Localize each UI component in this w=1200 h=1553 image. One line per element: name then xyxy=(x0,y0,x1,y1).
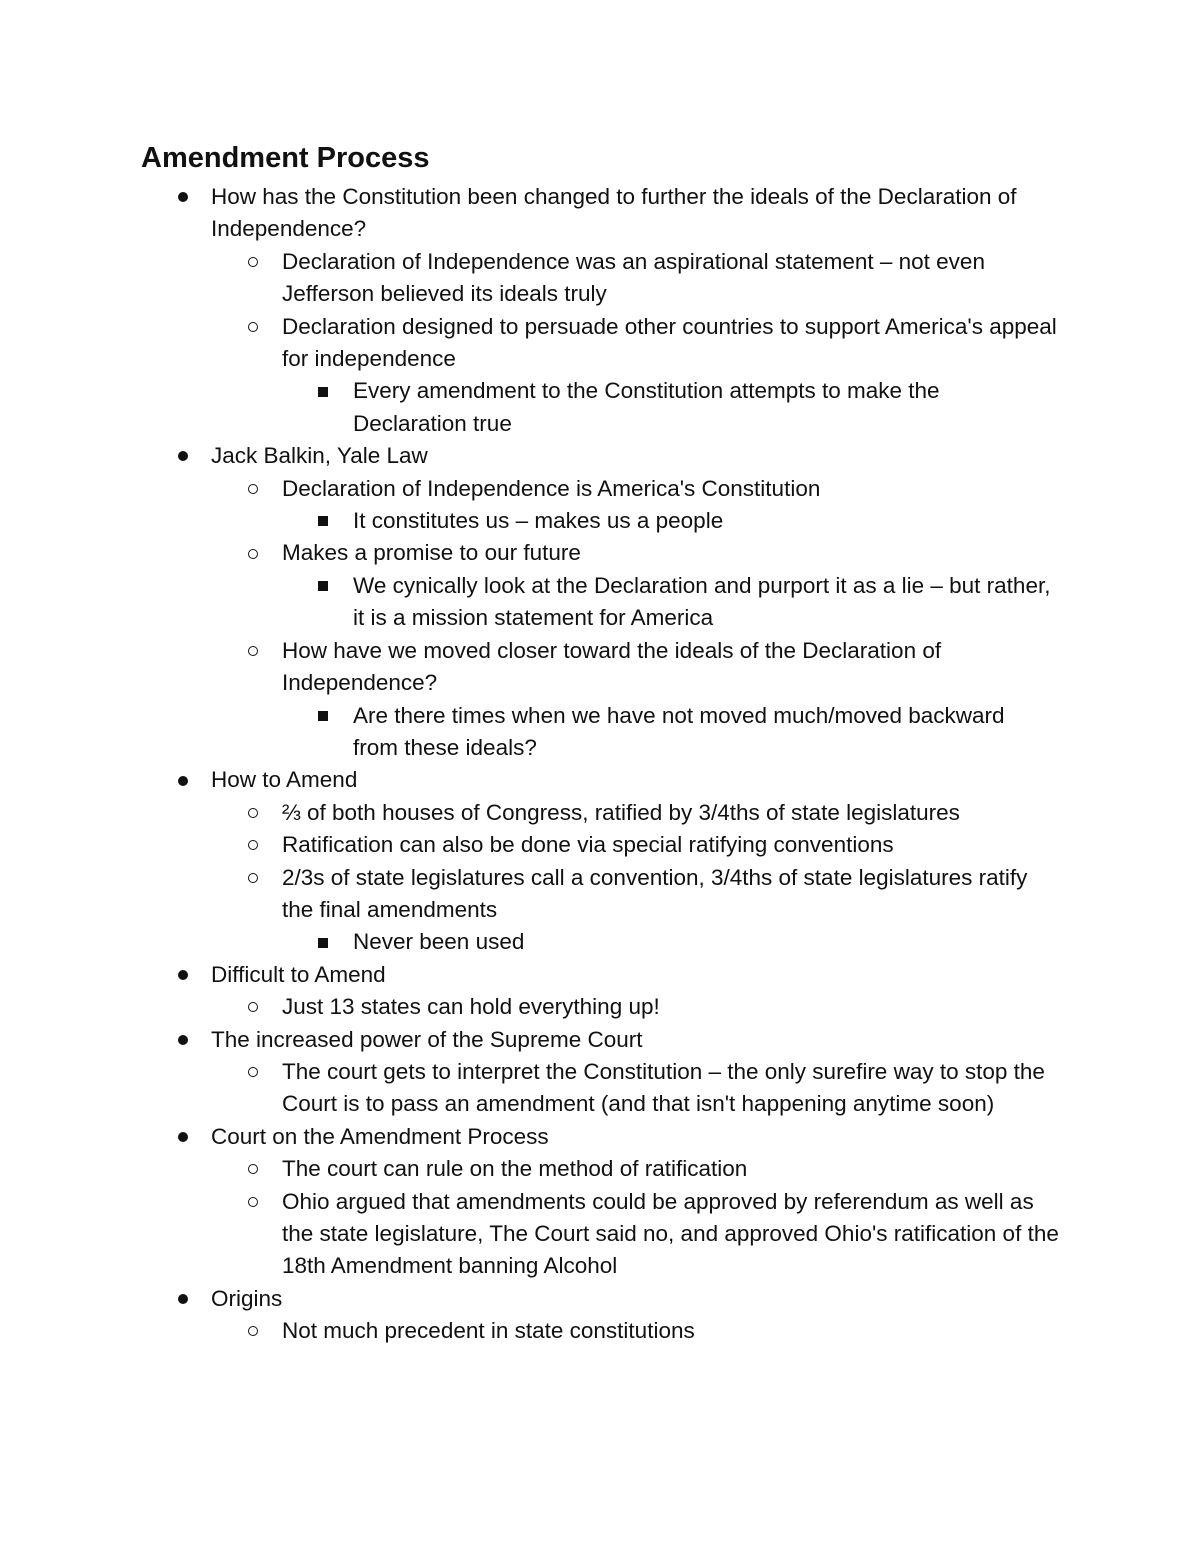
list-item-level-2 xyxy=(282,1315,1062,1347)
bullet-square-icon xyxy=(318,505,328,537)
list-item-level-1 xyxy=(211,440,1051,472)
bullet-circle-icon xyxy=(248,1315,258,1347)
bullet-circle-icon-shape xyxy=(248,484,258,494)
list-item-text: Ratification can also be done via special ratifying conventions xyxy=(282,832,894,858)
list-item-level-3 xyxy=(353,570,1053,635)
bullet-dot-icon-shape xyxy=(178,970,188,980)
bullet-circle-icon-shape xyxy=(248,1067,258,1077)
bullet-dot-icon xyxy=(178,440,188,472)
list-item-text: The court can rule on the method of ratification xyxy=(282,1156,748,1182)
bullet-circle-icon xyxy=(248,797,258,829)
bullet-square-icon-shape xyxy=(318,938,328,948)
list-item-level-1 xyxy=(211,1121,1051,1153)
list-item-text: We cynically look at the Declaration and purport it as a lie – but rather, it is a mission statement for America xyxy=(353,572,1051,631)
list-item-text: Are there times when we have not moved much/moved backward from these ideals? xyxy=(353,702,1005,760)
bullet-square-icon xyxy=(318,375,328,407)
list-item-text: Court on the Amendment Process xyxy=(211,1123,549,1149)
list-item-text: Every amendment to the Constitution attempts to make the Declaration true xyxy=(353,378,940,436)
bullet-dot-icon-shape xyxy=(178,1132,188,1142)
bullet-square-icon-shape xyxy=(318,581,328,591)
list-item-level-2 xyxy=(282,1186,1062,1283)
list-item-level-2 xyxy=(282,991,1062,1023)
bullet-circle-icon-shape xyxy=(248,1326,258,1336)
bullet-circle-icon-shape xyxy=(248,257,258,267)
outline-list xyxy=(0,181,1200,1348)
list-item-level-2 xyxy=(282,635,1062,700)
bullet-square-icon-shape xyxy=(318,711,328,721)
bullet-circle-icon xyxy=(248,1153,258,1185)
bullet-circle-icon xyxy=(248,1186,258,1218)
bullet-square-icon xyxy=(318,570,328,602)
list-item-text: Declaration designed to persuade other countries to support America's appeal for independence xyxy=(282,313,1057,372)
list-item-text: Declaration of Independence was an aspirational statement – not even Jefferson believed its ideals truly xyxy=(282,248,985,307)
bullet-circle-icon xyxy=(248,473,258,505)
bullet-circle-icon xyxy=(248,311,258,343)
list-item-level-2 xyxy=(282,797,1062,829)
page-title: Amendment Process xyxy=(141,142,430,174)
bullet-dot-icon xyxy=(178,959,188,991)
bullet-square-icon xyxy=(318,700,328,732)
bullet-circle-icon-shape xyxy=(248,840,258,850)
bullet-circle-icon-shape xyxy=(248,873,258,883)
bullet-dot-icon xyxy=(178,1024,188,1056)
bullet-dot-icon-shape xyxy=(178,192,188,202)
list-item-level-1 xyxy=(211,764,1051,796)
bullet-circle-icon-shape xyxy=(248,808,258,818)
list-item-text: How to Amend xyxy=(211,767,358,793)
bullet-dot-icon-shape xyxy=(178,776,188,786)
list-item-level-2 xyxy=(282,862,1062,927)
list-item-level-1 xyxy=(211,1024,1051,1056)
list-item-text: The court gets to interpret the Constitution – the only surefire way to stop the Court is to pass an amendment (and that isn't happening anytime soon) xyxy=(282,1058,1045,1117)
list-item-level-3 xyxy=(353,505,1053,537)
list-item-level-2 xyxy=(282,537,1062,569)
bullet-circle-icon xyxy=(248,246,258,278)
list-item-level-1 xyxy=(211,959,1051,991)
bullet-circle-icon-shape xyxy=(248,1002,258,1012)
list-item-text: Jack Balkin, Yale Law xyxy=(211,443,428,469)
bullet-circle-icon xyxy=(248,537,258,569)
list-item-level-2 xyxy=(282,1056,1062,1121)
list-item-level-2 xyxy=(282,246,1062,311)
bullet-dot-icon-shape xyxy=(178,1294,188,1304)
bullet-circle-icon-shape xyxy=(248,1197,258,1207)
bullet-circle-icon xyxy=(248,991,258,1023)
list-item-text: How has the Constitution been changed to further the ideals of the Declaration of Independence? xyxy=(211,184,1017,242)
list-item-text: Never been used xyxy=(353,929,525,955)
list-item-text: ⅔ of both houses of Congress, ratified by 3/4ths of state legislatures xyxy=(282,799,960,825)
list-item-level-2 xyxy=(282,829,1062,861)
bullet-circle-icon-shape xyxy=(248,549,258,559)
bullet-dot-icon-shape xyxy=(178,1035,188,1045)
bullet-circle-icon xyxy=(248,862,258,894)
list-item-text: Just 13 states can hold everything up! xyxy=(282,994,660,1020)
list-item-level-2 xyxy=(282,473,1062,505)
list-item-text: 2/3s of state legislatures call a convention, 3/4ths of state legislatures ratify the final amendments xyxy=(282,864,1028,922)
list-item-text: Not much precedent in state constitutions xyxy=(282,1318,695,1344)
list-item-text: Makes a promise to our future xyxy=(282,540,581,566)
list-item-level-1 xyxy=(211,1283,1051,1315)
bullet-dot-icon xyxy=(178,764,188,796)
bullet-square-icon-shape xyxy=(318,387,328,397)
list-item-level-2 xyxy=(282,1153,1062,1185)
list-item-text: Difficult to Amend xyxy=(211,961,386,987)
bullet-circle-icon-shape xyxy=(248,1164,258,1174)
bullet-circle-icon-shape xyxy=(248,322,258,332)
bullet-circle-icon xyxy=(248,1056,258,1088)
list-item-text: It constitutes us – makes us a people xyxy=(353,508,724,534)
bullet-square-icon xyxy=(318,926,328,958)
bullet-circle-icon-shape xyxy=(248,646,258,656)
list-item-level-3 xyxy=(353,926,1053,958)
bullet-circle-icon xyxy=(248,635,258,667)
bullet-square-icon-shape xyxy=(318,516,328,526)
list-item-level-3 xyxy=(353,375,1053,440)
list-item-level-2 xyxy=(282,311,1062,376)
bullet-dot-icon-shape xyxy=(178,451,188,461)
list-item-level-3 xyxy=(353,700,1053,765)
bullet-dot-icon xyxy=(178,1121,188,1153)
list-item-level-1 xyxy=(211,181,1051,246)
list-item-text: Origins xyxy=(211,1285,283,1311)
list-item-text: How have we moved closer toward the ideals of the Declaration of Independence? xyxy=(282,637,942,696)
list-item-text: The increased power of the Supreme Court xyxy=(211,1026,643,1052)
bullet-dot-icon xyxy=(178,1283,188,1315)
list-item-text: Declaration of Independence is America's Constitution xyxy=(282,475,821,501)
list-item-text: Ohio argued that amendments could be approved by referendum as well as the state legislature, The Court said no, and approved Ohio's ratification of the 18th Amendment banning Alcohol xyxy=(282,1188,1059,1279)
bullet-circle-icon xyxy=(248,829,258,861)
bullet-dot-icon xyxy=(178,181,188,213)
